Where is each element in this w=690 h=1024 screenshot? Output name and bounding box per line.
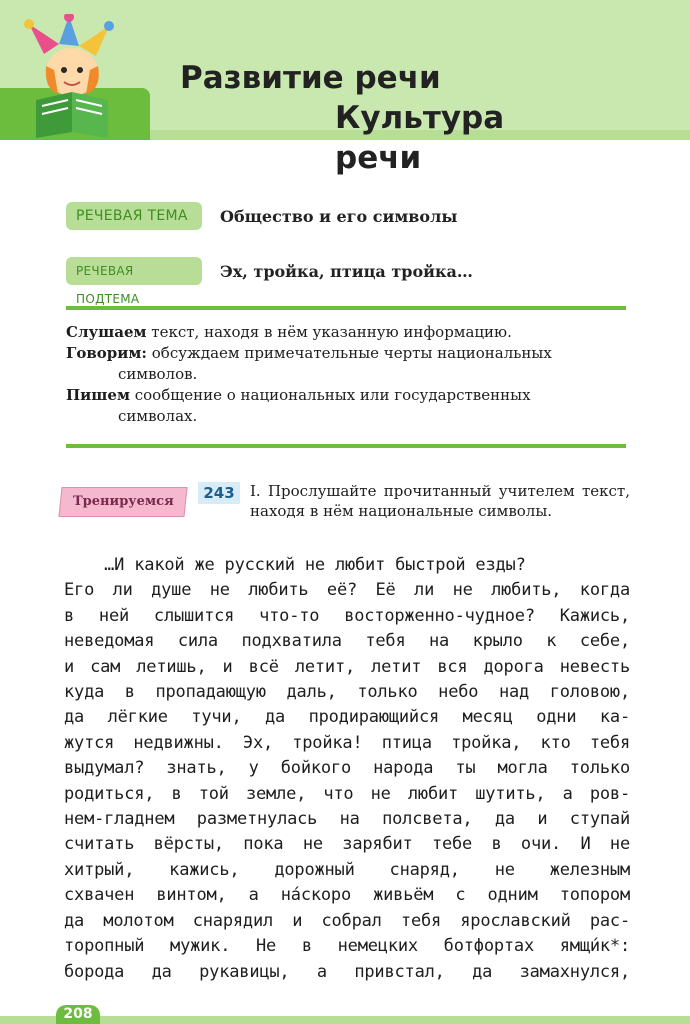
passage-line: выдумал? знать, у бойкого народа ты могла только — [64, 758, 630, 779]
reading-passage — [64, 553, 630, 985]
passage-line: родиться, в той земле, что не любит шутить, а ров- — [64, 783, 630, 804]
goal-text-continued: символов. — [118, 365, 198, 383]
goal-verb: Пишем — [66, 386, 130, 404]
practice-tag — [58, 487, 187, 517]
passage-line: в ней слышится что-то восторженно-чудное? Кажись, — [64, 605, 630, 626]
divider-bottom — [66, 444, 626, 448]
passage-line: жутся недвижны. Эх, тройка! птица тройка, кто тебя — [64, 732, 630, 753]
goal-text-continued: символах. — [118, 407, 198, 425]
page-number: 208 — [56, 1005, 100, 1024]
exercise-number: 243 — [198, 482, 240, 504]
passage-line: торопный мужик. Не в немецких ботфортах ямщи́к*: — [64, 936, 630, 957]
title-line-2: Культура речи — [335, 100, 505, 176]
passage-line: и сам летишь, и всё летит, летит вся дорога невесть — [64, 656, 630, 677]
passage-line: хитрый, кажись, дорожный снаряд, не железным — [64, 859, 630, 880]
goal-listen — [66, 322, 628, 343]
footer-bar — [0, 1016, 690, 1024]
passage-line: считать вёрсты, пока не зарябит тебе в очи. И не — [64, 834, 630, 855]
divider-top — [66, 306, 626, 310]
speech-theme-label: РЕЧЕВАЯ ТЕМА — [66, 202, 202, 230]
goal-verb: Говорим: — [66, 344, 147, 362]
passage-line: нем-гладнем разметнулась на полсвета, да и ступай — [64, 809, 630, 830]
passage-line: да лёгкие тучи, да продирающийся месяц одни ка- — [64, 707, 630, 728]
goal-text: обсуждаем примечательные черты национальных — [146, 344, 552, 362]
passage-line: Его ли душе не любить её? Её ли не любить, когда — [64, 580, 630, 601]
speech-subtheme-text: Эх, тройка, птица тройка… — [220, 261, 473, 281]
title-line-1: Развитие речи — [180, 60, 441, 96]
goal-verb: Слушаем — [66, 323, 147, 341]
goal-speak — [66, 343, 628, 385]
exercise-instruction: I. Прослушайте прочитанный учителем текст, находя в нём национальные символы. — [250, 482, 630, 520]
speech-subtheme-label: РЕЧЕВАЯ ПОДТЕМА — [66, 257, 202, 285]
speech-subtheme-row — [66, 256, 473, 306]
jester-reading-book-icon — [14, 14, 144, 138]
speech-theme-text: Общество и его символы — [220, 206, 458, 226]
goal-write — [66, 385, 628, 427]
practice-tag-label: Тренируемся — [72, 494, 174, 509]
passage-line: неведомая сила подхватила тебя на крыло к себе, — [64, 631, 630, 652]
goal-text: сообщение о национальных или государственных — [129, 386, 531, 404]
passage-line: куда в пропадающую даль, только небо над головою, — [64, 682, 630, 703]
passage-line: схвачен винтом, а на́скоро живьём с одним топором — [64, 885, 630, 906]
speech-theme-row — [66, 201, 457, 231]
goal-text: текст, находя в нём указанную информацию. — [146, 323, 512, 341]
passage-line: борода да рукавицы, а привстал, да замахнулся, — [64, 961, 630, 982]
page-title — [180, 58, 600, 178]
passage-line: да молотом снарядил и собрал тебя ярославский рас- — [64, 910, 630, 931]
lesson-goals — [66, 322, 628, 427]
passage-line: …И какой же русский не любит быстрой езды? — [64, 555, 526, 575]
